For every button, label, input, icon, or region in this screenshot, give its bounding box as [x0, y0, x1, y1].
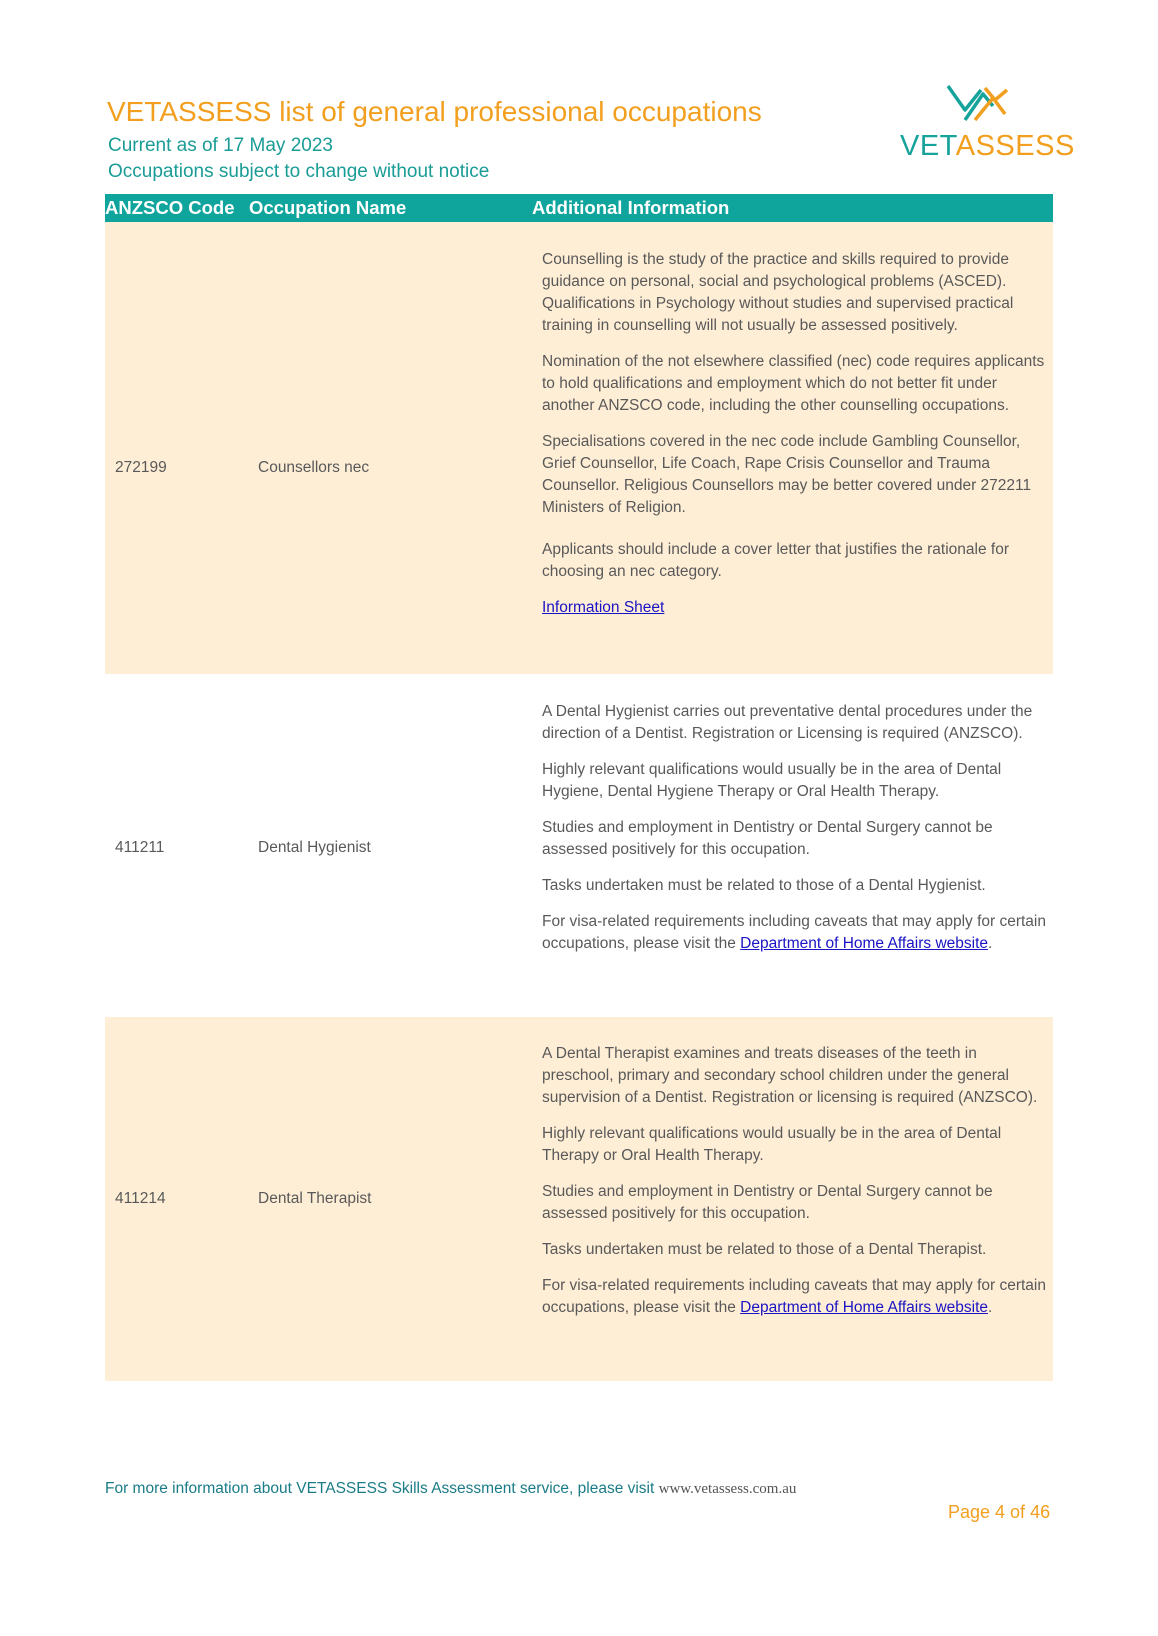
additional-info — [542, 701, 1047, 955]
additional-info — [542, 249, 1047, 619]
info-text: . — [988, 935, 993, 952]
info-paragraph: Tasks undertaken must be related to those of a Dental Therapist. — [542, 1241, 987, 1258]
info-paragraph — [542, 1275, 1047, 1319]
info-paragraph: A Dental Therapist examines and treats diseases of the teeth in preschool, primary and secondary school children under the general supervision of a Dentist. Registration or licensing is required (ANZSCO). — [542, 1045, 1038, 1106]
anzsco-code: 411211 — [115, 839, 165, 856]
column-header-name: Occupation Name — [249, 197, 407, 218]
info-paragraph: Highly relevant qualifications would usually be in the area of Dental Hygiene, Dental Hygiene Therapy or Oral Health Therapy. — [542, 761, 1002, 800]
info-paragraph: Highly relevant qualifications would usually be in the area of Dental Therapy or Oral Health Therapy. — [542, 1125, 1002, 1164]
info-text: . — [988, 1299, 993, 1316]
table-row — [105, 222, 1053, 674]
table-row — [105, 1017, 1053, 1381]
column-header-code: ANZSCO Code — [105, 197, 235, 218]
info-paragraph: A Dental Hygienist carries out preventative dental procedures under the direction of a Dentist. Registration or Licensing is required (ANZSCO). — [542, 703, 1033, 742]
column-header-info: Additional Information — [532, 197, 730, 218]
info-paragraph: Specialisations covered in the nec code include Gambling Counsellor, Grief Counsellor, Life Coach, Rape Crisis Counsellor and Trauma Counsellor. Religious Counsellors may be better covered under 272211 Ministers of Religion. — [542, 433, 1032, 516]
additional-info — [542, 1043, 1047, 1319]
vetassess-chevron-icon — [945, 80, 1011, 126]
footer-info: For more information about VETASSESS Skills Assessment service, please visit — [105, 1480, 659, 1497]
table-row — [105, 674, 1053, 1017]
home-affairs-link[interactable]: Department of Home Affairs website — [740, 935, 988, 952]
info-paragraph: Nomination of the not elsewhere classified (nec) code requires applicants to hold qualifications and employment which do not better fit under another ANZSCO code, including the other counselling occupations. — [542, 353, 1045, 414]
footer-url: www.vetassess.com.au — [658, 1481, 797, 1497]
page-number: Page 4 of 46 — [948, 1502, 1051, 1522]
info-text: For visa-related requirements including caveats that may apply for certain occupations, please visit the — [542, 913, 1046, 952]
occupation-name: Counsellors nec — [258, 459, 370, 476]
home-affairs-link[interactable]: Department of Home Affairs website — [740, 1299, 988, 1316]
info-paragraph: Tasks undertaken must be related to those of a Dental Hygienist. — [542, 877, 986, 894]
table-header — [105, 194, 1053, 222]
logo-wordmark — [900, 130, 1075, 163]
occupation-name: Dental Therapist — [258, 1190, 372, 1207]
anzsco-code: 272199 — [115, 459, 167, 476]
information-sheet-link[interactable]: Information Sheet — [542, 599, 665, 616]
footer-text — [105, 1480, 796, 1498]
change-notice: Occupations subject to change without notice — [108, 161, 490, 182]
logo-wordmark-assess: ASSESS — [955, 130, 1075, 162]
logo-wordmark-vet: VET — [900, 130, 956, 162]
occupations-table — [105, 194, 1053, 1381]
info-text: For visa-related requirements including caveats that may apply for certain occupations, please visit the — [542, 1277, 1046, 1316]
anzsco-code: 411214 — [115, 1190, 166, 1207]
info-paragraph: Studies and employment in Dentistry or Dental Surgery cannot be assessed positively for this occupation. — [542, 819, 993, 858]
info-paragraph — [542, 911, 1047, 955]
info-paragraph: Studies and employment in Dentistry or Dental Surgery cannot be assessed positively for this occupation. — [542, 1183, 993, 1222]
info-paragraph: Applicants should include a cover letter that justifies the rationale for choosing an nec category. — [542, 541, 1009, 580]
occupation-name: Dental Hygienist — [258, 839, 371, 856]
document-title: VETASSESS list of general professional occupations — [107, 96, 762, 127]
info-paragraph: Counselling is the study of the practice and skills required to provide guidance on personal, social and psychological problems (ASCED). Qualifications in Psychology without studies and supervised practical training in counselling will not usually be assessed positively. — [542, 251, 1014, 334]
current-as-of-date: Current as of 17 May 2023 — [108, 135, 333, 156]
vetassess-logo — [900, 80, 1075, 165]
